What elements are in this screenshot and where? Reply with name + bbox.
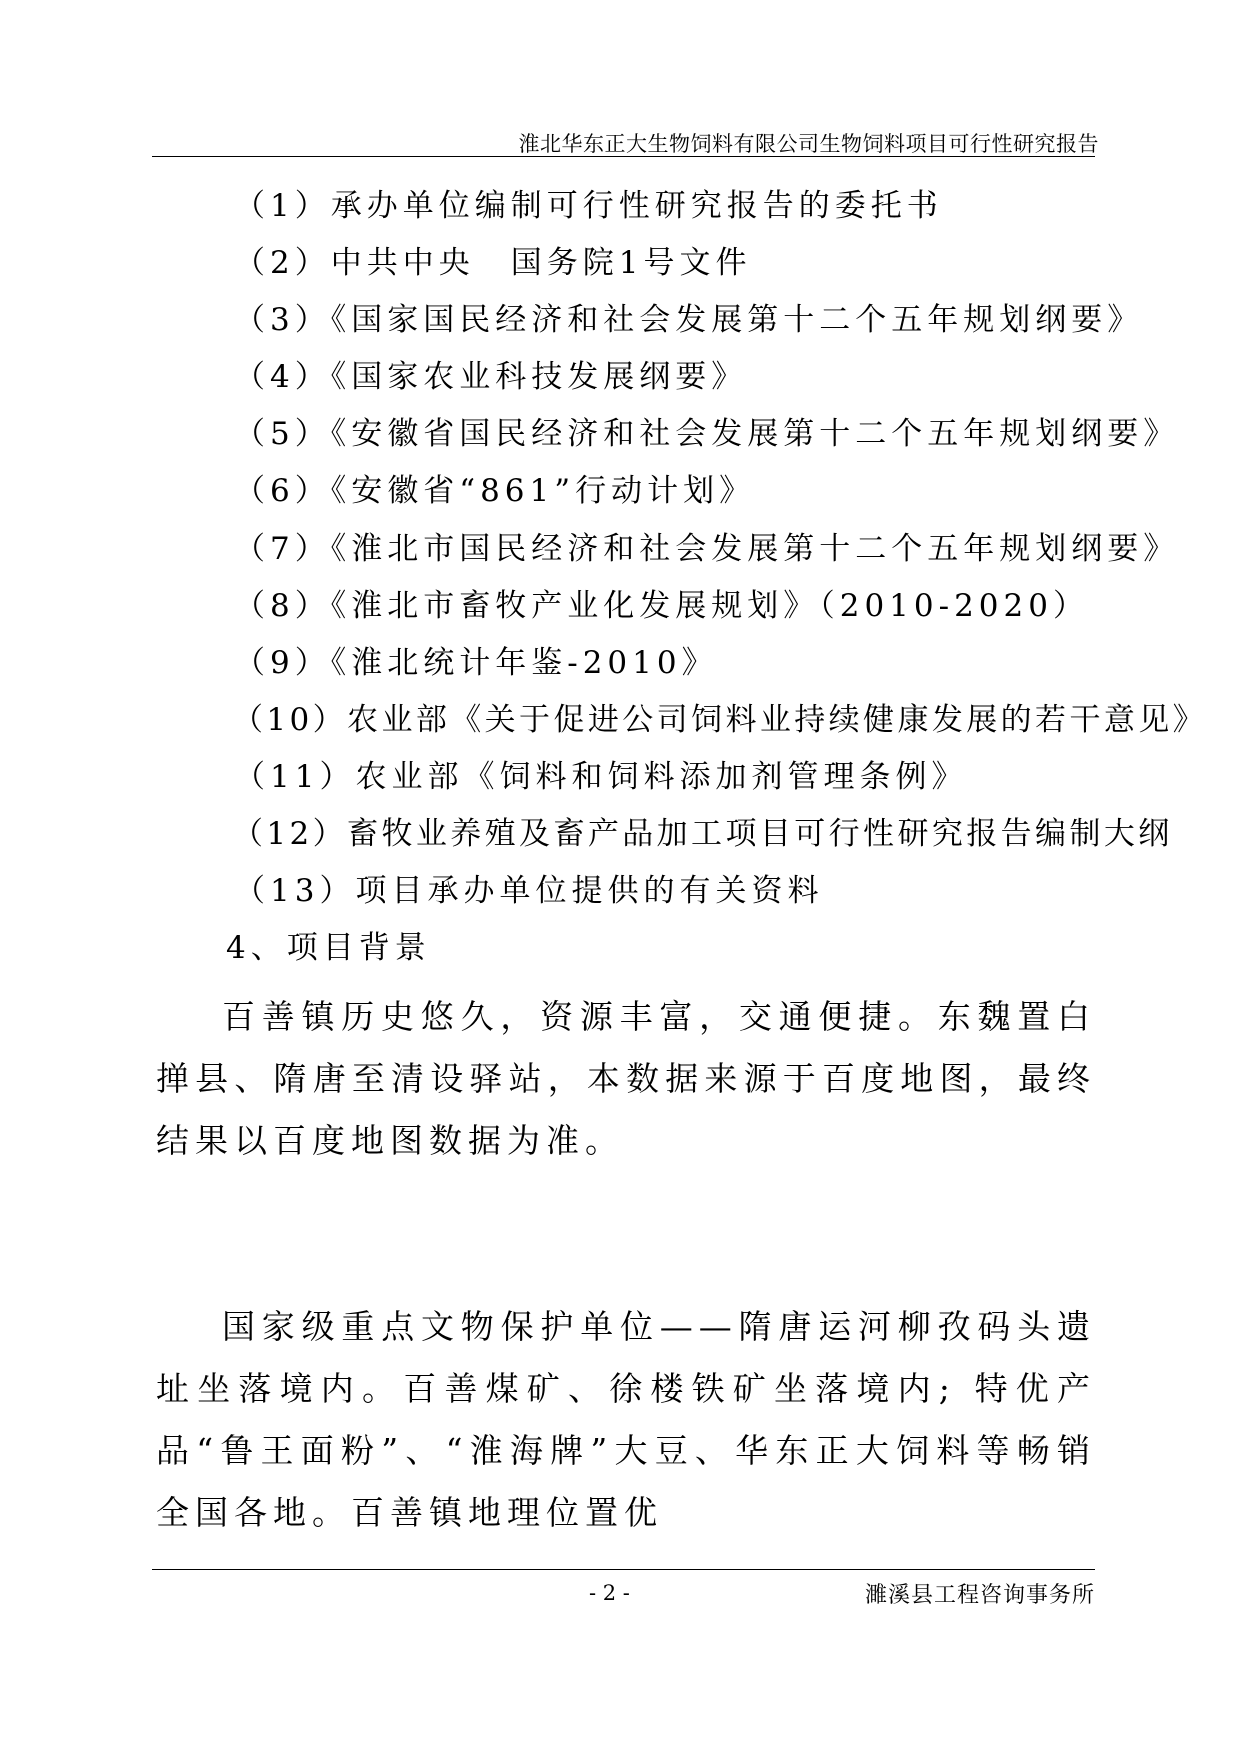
page-number: - 2 - [589, 1581, 630, 1605]
reference-item-1: （1）承办单位编制可行性研究报告的委托书 [234, 188, 943, 224]
body-paragraph-2: 国家级重点文物保护单位——隋唐运河柳孜码头遗址坐落境内。百善煤矿、徐楼铁矿坐落境内; 特优产品“鲁王面粉”、“淮海牌”大豆、华东正大饲料等畅销全国各地。百善镇地理位置优 [156, 1307, 1096, 1532]
reference-item-11: （11）农业部《饲料和饲料添加剂管理条例》 [234, 759, 968, 795]
reference-item-2: （2）中共中央 国务院1号文件 [234, 245, 752, 281]
reference-item-10: （10）农业部《关于促进公司饲料业持续健康发展的若干意见》 [232, 702, 1208, 738]
footer-organization: 濉溪县工程咨询事务所 [864, 1583, 1095, 1608]
reference-item-7: （7）《淮北市国民经济和社会发展第十二个五年规划纲要》 [234, 531, 1180, 567]
header-divider [152, 156, 1095, 157]
header-title: 淮北华东正大生物饲料有限公司生物饲料项目可行性研究报告 [518, 132, 1099, 156]
reference-item-4: （4）《国家农业科技发展纲要》 [234, 359, 748, 395]
body-paragraph-1: 百善镇历史悠久，资源丰富，交通便捷。东魏置白掸县、隋唐至清设驿站，本数据来源于百度地图，最终结果以百度地图数据为准。 [156, 997, 1096, 1160]
reference-item-12: （12）畜牧业养殖及畜产品加工项目可行性研究报告编制大纲 [232, 816, 1173, 852]
reference-item-6: （6）《安徽省“861”行动计划》 [234, 473, 756, 509]
reference-item-5: （5）《安徽省国民经济和社会发展第十二个五年规划纲要》 [234, 416, 1180, 452]
reference-item-9: （9）《淮北统计年鉴-2010》 [234, 645, 718, 681]
footer-divider [152, 1569, 1095, 1570]
reference-item-3: （3）《国家国民经济和社会发展第十二个五年规划纲要》 [234, 302, 1144, 338]
section-heading: 4、项目背景 [226, 930, 431, 966]
reference-item-13: （13）项目承办单位提供的有关资料 [234, 873, 824, 909]
reference-item-8: （8）《淮北市畜牧产业化发展规划》（2010-2020） [234, 588, 1089, 624]
